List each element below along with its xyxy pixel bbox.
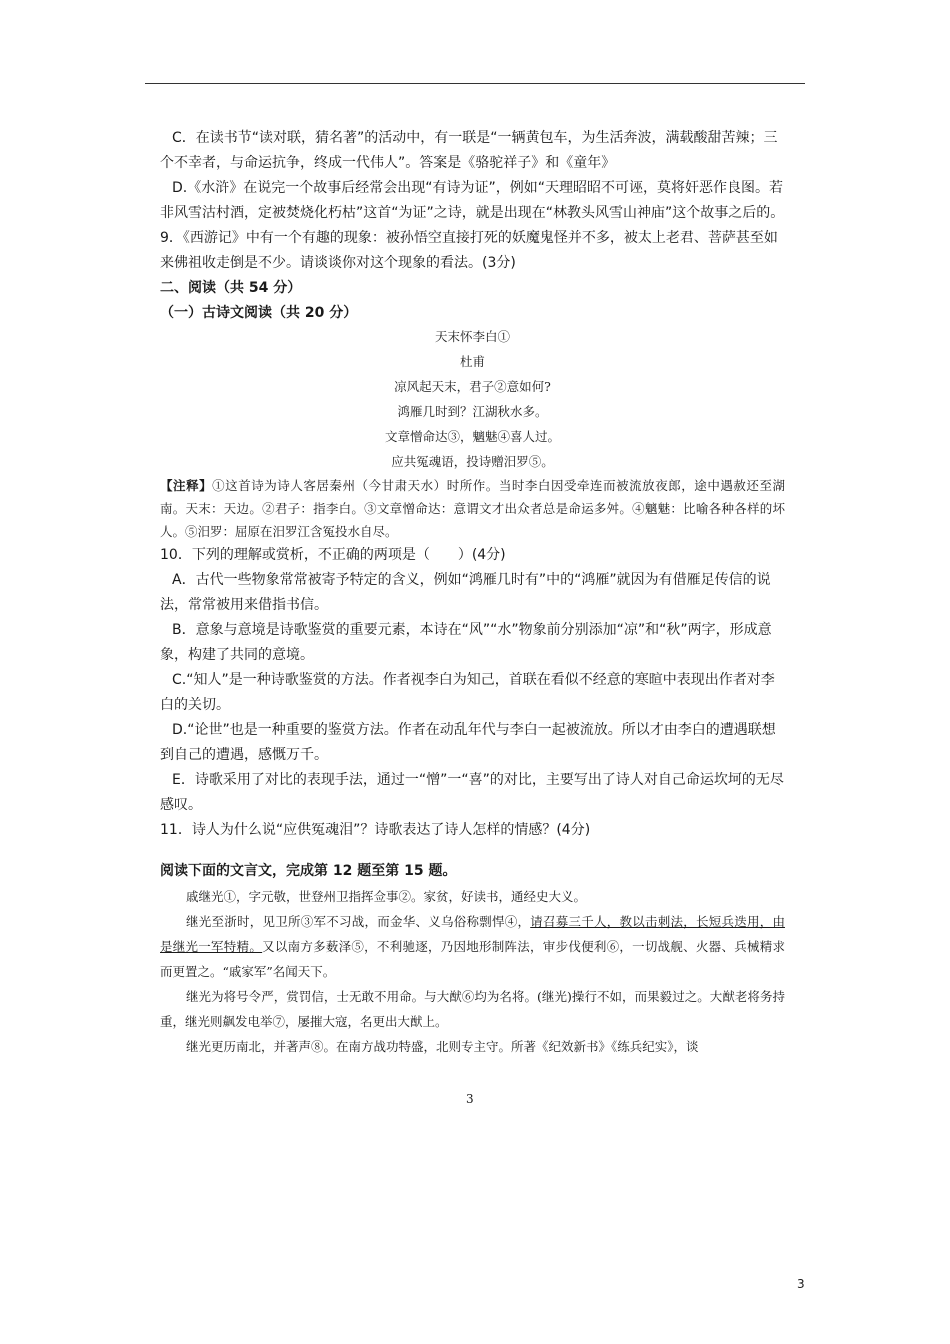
option-b-q10: B．意象与意境是诗歌鉴赏的重要元素，本诗在“风”“水”物象前分别添加“凉”和“秋”两字，形成意象，构建了共同的意境。 <box>160 622 772 663</box>
poem-line: 文章憎命达③，魑魅④喜人过。 <box>384 429 560 444</box>
poem-line: 鸿雁几时到？江湖秋水多。 <box>397 404 548 419</box>
question-10-stem: 10．下列的理解或赏析，不正确的两项是（ ）(4分) <box>160 547 506 563</box>
option-d-q10: D.“论世”也是一种重要的鉴赏方法。作者在动乱年代与李白一起被流放。所以才由李白的遭遇联想到自己的遭遇，感慨万千。 <box>160 722 776 763</box>
note-label: 【注释】 <box>160 478 213 493</box>
reading-instructions: 阅读下面的文言文，完成第 12 题至第 15 题。 <box>160 863 457 879</box>
poem-line: 应共冤魂语，投诗赠汨罗⑤。 <box>391 454 554 469</box>
classical-paragraph: 继光更历南北，并著声⑧。在南方战功特盛，北则专主守。所著《纪效新书》《练兵纪实》，谈 <box>186 1039 699 1054</box>
text-segment: 继光至浙时，见卫所③军不习战，而金华、义乌俗称剽悍④， <box>186 914 531 929</box>
page-number: 3 <box>797 1277 805 1291</box>
option-a-q10: A．古代一些物象常常被寄予特定的含义，例如“鸿雁几时有”中的“鸿雁”就因为有借雁足传信的说法，常常被用来借指书信。 <box>160 572 771 613</box>
option-e-q10: E．诗歌采用了对比的表现手法，通过一“憎”一“喜”的对比，主要写出了诗人对自己命运坎坷的无尽感叹。 <box>160 772 784 813</box>
classical-paragraph <box>160 909 785 984</box>
poem-notes <box>160 474 785 543</box>
question-11: 11．诗人为什么说“应供冤魂泪”？诗歌表达了诗人怎样的情感？(4分) <box>160 822 591 838</box>
page-content <box>160 126 785 1059</box>
text-segment: 又以南方多薮泽⑤，不利驰逐，乃因地形制阵法，审步伐便利⑥，一切战舰、火器、兵械精求而更置之。“戚家军”名闻天下。 <box>160 939 785 979</box>
classical-paragraph: 戚继光①，字元敬，世登州卫指挥佥事②。家贫，好读书，通经史大义。 <box>186 889 587 904</box>
header-rule <box>145 83 805 84</box>
option-c-q10: C.“知人”是一种诗歌鉴赏的方法。作者视李白为知己，首联在看似不经意的寒暄中表现出作者对李白的关切。 <box>160 672 775 713</box>
note-text: ①这首诗为诗人客居秦州（今甘肃天水）时所作。当时李白因受牵连而被流放夜郎，途中遇赦还至湖南。天末：天边。②君子：指李白。③文章憎命达：意谓文才出众者总是命运多舛。④魑魅：比喻各种各样的坏人。⑤汨罗：屈原在汨罗江含冤投水自尽。 <box>160 478 785 539</box>
section-2-1-heading: （一）古诗文阅读（共 20 分） <box>160 305 358 321</box>
section-2-heading: 二、阅读（共 54 分） <box>160 280 302 296</box>
question-9: 9．《西游记》中有一个有趣的现象：被孙悟空直接打死的妖魔鬼怪并不多，被太上老君、菩萨甚至如来佛祖收走倒是不少。请谈谈你对这个现象的看法。(3分) <box>160 230 778 271</box>
poem-title: 天末怀李白① <box>434 329 510 344</box>
classical-paragraph: 继光为将号令严，赏罚信，士无敢不用命。与大猷⑥均为名将。(继光)操行不如，而果毅过之。大猷老将务持重，继光则飙发电举⑦，屡摧大寇，名更出大猷上。 <box>160 989 785 1029</box>
option-d-q8: D.《水浒》在说完一个故事后经常会出现“有诗为证”，例如“天理昭昭不可诬，莫将奸恶作良图。若非风雪沽村酒，定被焚烧化朽枯”这首“为证”之诗，就是出现在“林教头风雪山神庙”这个故事之后的。 <box>160 180 785 221</box>
option-c-q8: C．在读书节“读对联，猜名著”的活动中，有一联是“一辆黄包车，为生活奔波，满载酸甜苦辣；三个不幸者，与命运抗争，终成一代伟人”。答案是《骆驼祥子》和《童年》 <box>160 130 778 171</box>
poem-line: 凉风起天末，君子②意如何? <box>394 379 551 394</box>
inner-page-number: 3 <box>466 1092 474 1106</box>
poem-author: 杜甫 <box>459 354 485 369</box>
spacer <box>160 843 785 859</box>
underlined-sentence: 请召募三千人，教以击刺法，长短兵迭用，由是继光一军特精。 <box>160 914 785 954</box>
